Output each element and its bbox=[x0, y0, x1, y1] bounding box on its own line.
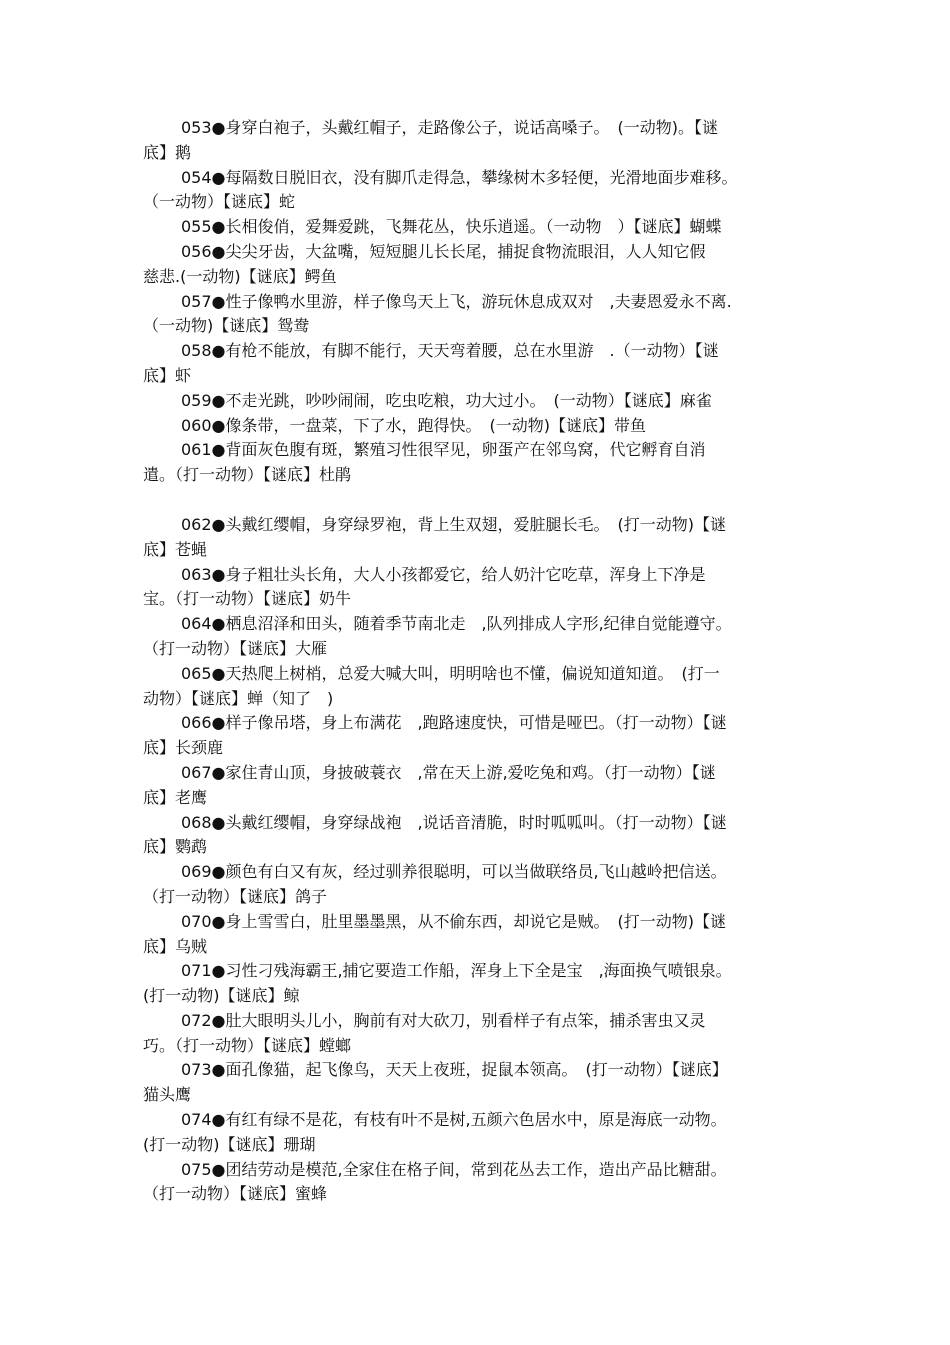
riddle-066 bbox=[143, 711, 809, 761]
riddle-057 bbox=[143, 290, 809, 340]
riddle-060 bbox=[143, 414, 809, 439]
riddle-line: 063●身子粗壮头长角，大人小孩都爱它，给人奶汁它吃草，浑身上下净是 bbox=[181, 564, 706, 584]
riddle-071 bbox=[143, 959, 809, 1009]
riddle-line: （打一动物）【谜底】大雁 bbox=[143, 638, 328, 658]
riddle-line: 072●肚大眼明头儿小，胸前有对大砍刀，别看样子有点笨，捕杀害虫又灵 bbox=[181, 1010, 706, 1030]
riddle-072 bbox=[143, 1009, 809, 1059]
riddle-line: 053●身穿白袍子，头戴红帽子，走路像公子，说话高嗓子。 (一动物)。【谜 bbox=[181, 118, 718, 137]
riddle-document bbox=[143, 116, 809, 1207]
riddle-line: 067●家住青山顶，身披破蓑衣 ,常在天上游,爱吃兔和鸡。（打一动物）【谜 bbox=[181, 762, 716, 782]
riddle-line: 061●背面灰色腹有斑，繁殖习性很罕见，卵蛋产在邻鸟窝，代它孵育自消 bbox=[181, 440, 706, 460]
riddle-line: (打一动物)【谜底】鲸 bbox=[143, 986, 300, 1006]
riddle-055 bbox=[143, 215, 809, 240]
riddle-line: 057●性子像鸭水里游，样子像鸟天上飞，游玩休息成双对 ,夫妻恩爱永不离. bbox=[181, 291, 732, 311]
riddle-line: 底】鹅 bbox=[143, 142, 192, 162]
riddle-064 bbox=[143, 612, 809, 662]
riddle-058 bbox=[143, 339, 809, 389]
riddle-line: （一动物）【谜底】蛇 bbox=[143, 192, 296, 212]
riddle-line: （打一动物）【谜底】鸽子 bbox=[143, 886, 328, 906]
riddle-line: 058●有枪不能放，有脚不能行，天天弯着腰，总在水里游 .（一动物）【谜 bbox=[181, 341, 719, 361]
riddle-line: (打一动物)【谜底】珊瑚 bbox=[143, 1134, 316, 1154]
riddle-line: 底】老鹰 bbox=[143, 787, 208, 807]
riddle-067 bbox=[143, 761, 809, 811]
riddle-line: 075●团结劳动是模范,全家住在格子间，常到花丛去工作，造出产品比糖甜。 bbox=[181, 1159, 727, 1179]
riddle-line: 底】乌贼 bbox=[143, 936, 208, 956]
riddle-074 bbox=[143, 1108, 809, 1158]
riddle-line: （打一动物）【谜底】蜜蜂 bbox=[143, 1184, 328, 1204]
riddle-line: 056●尖尖牙齿，大盆嘴，短短腿儿长长尾，捕捉食物流眼泪，人人知它假 bbox=[181, 241, 706, 261]
riddle-line: 055●长相俊俏，爱舞爱跳，飞舞花丛，快乐逍遥。（一动物 ）【谜底】蝴蝶 bbox=[181, 217, 722, 237]
riddle-line: 底】鹦鹉 bbox=[143, 837, 208, 857]
riddle-line: 遣。（打一动物）【谜底】杜鹃 bbox=[143, 465, 352, 485]
riddle-line: 074●有红有绿不是花，有枝有叶不是树,五颜六色居水中，原是海底一动物。 bbox=[181, 1110, 727, 1130]
riddle-053 bbox=[143, 116, 809, 166]
riddle-line: 066●样子像吊塔，身上布满花 ,跑路速度快，可惜是哑巴。（打一动物）【谜 bbox=[181, 713, 727, 733]
riddle-059 bbox=[143, 389, 809, 414]
riddle-075 bbox=[143, 1158, 809, 1208]
riddle-line: 慈悲.(一动物)【谜底】鳄鱼 bbox=[143, 266, 337, 286]
riddle-061 bbox=[143, 438, 809, 488]
riddle-line: 底】苍蝇 bbox=[143, 539, 208, 559]
riddle-line: （一动物)【谜底】鸳鸯 bbox=[143, 316, 310, 336]
paragraph-gap bbox=[143, 488, 809, 513]
riddle-065 bbox=[143, 662, 809, 712]
riddle-063 bbox=[143, 563, 809, 613]
riddle-line: 071●习性刁残海霸王,捕它要造工作船，浑身上下全是宝 ,海面换气喷银泉。 bbox=[181, 961, 732, 981]
riddle-054 bbox=[143, 166, 809, 216]
riddle-line: 065●天热爬上树梢，总爱大喊大叫，明明啥也不懂，偏说知道知道。 (打一 bbox=[181, 663, 720, 683]
riddle-line: 底】虾 bbox=[143, 365, 192, 385]
riddle-line: 宝。（打一动物）【谜底】奶牛 bbox=[143, 589, 352, 609]
riddle-line: 073●面孔像猫，起飞像鸟，天天上夜班，捉鼠本领高。 (打一动物）【谜底】 bbox=[181, 1060, 728, 1080]
riddle-056 bbox=[143, 240, 809, 290]
riddle-line: 070●身上雪雪白，肚里墨墨黑，从不偷东西，却说它是贼。 (打一动物)【谜 bbox=[181, 911, 726, 931]
riddle-line: 动物）【谜底】蝉（知了 ) bbox=[143, 688, 334, 708]
riddle-062 bbox=[143, 513, 809, 563]
riddle-070 bbox=[143, 910, 809, 960]
riddle-line: 062●头戴红缨帽，身穿绿罗袍，背上生双翅，爱脏腿长毛。 (打一动物)【谜 bbox=[181, 514, 726, 534]
riddle-line: 059●不走光跳，吵吵闹闹，吃虫吃粮，功大过小。 (一动物）【谜底】麻雀 bbox=[181, 390, 712, 410]
riddle-069 bbox=[143, 860, 809, 910]
riddle-line: 060●像条带，一盘菜，下了水，跑得快。 (一动物)【谜底】带鱼 bbox=[181, 415, 646, 435]
riddle-073 bbox=[143, 1058, 809, 1108]
riddle-line: 068●头戴红缨帽，身穿绿战袍 ,说话音清脆，时时呱呱叫。（打一动物）【谜 bbox=[181, 812, 727, 832]
riddle-line: 巧。（打一动物）【谜底】螳螂 bbox=[143, 1035, 352, 1055]
riddle-line: 054●每隔数日脱旧衣，没有脚爪走得急，攀缘树木多轻便，光滑地面步难移。 bbox=[181, 167, 738, 187]
riddle-line: 069●颜色有白又有灰，经过驯养很聪明，可以当做联络员,飞山越岭把信送。 bbox=[181, 862, 727, 882]
riddle-line: 064●栖息沼泽和田头，随着季节南北走 ,队列排成人字形,纪律自觉能遵守。 bbox=[181, 614, 732, 634]
riddle-line: 底】长颈鹿 bbox=[143, 738, 224, 758]
riddle-line: 猫头鹰 bbox=[143, 1085, 192, 1105]
riddle-068 bbox=[143, 811, 809, 861]
